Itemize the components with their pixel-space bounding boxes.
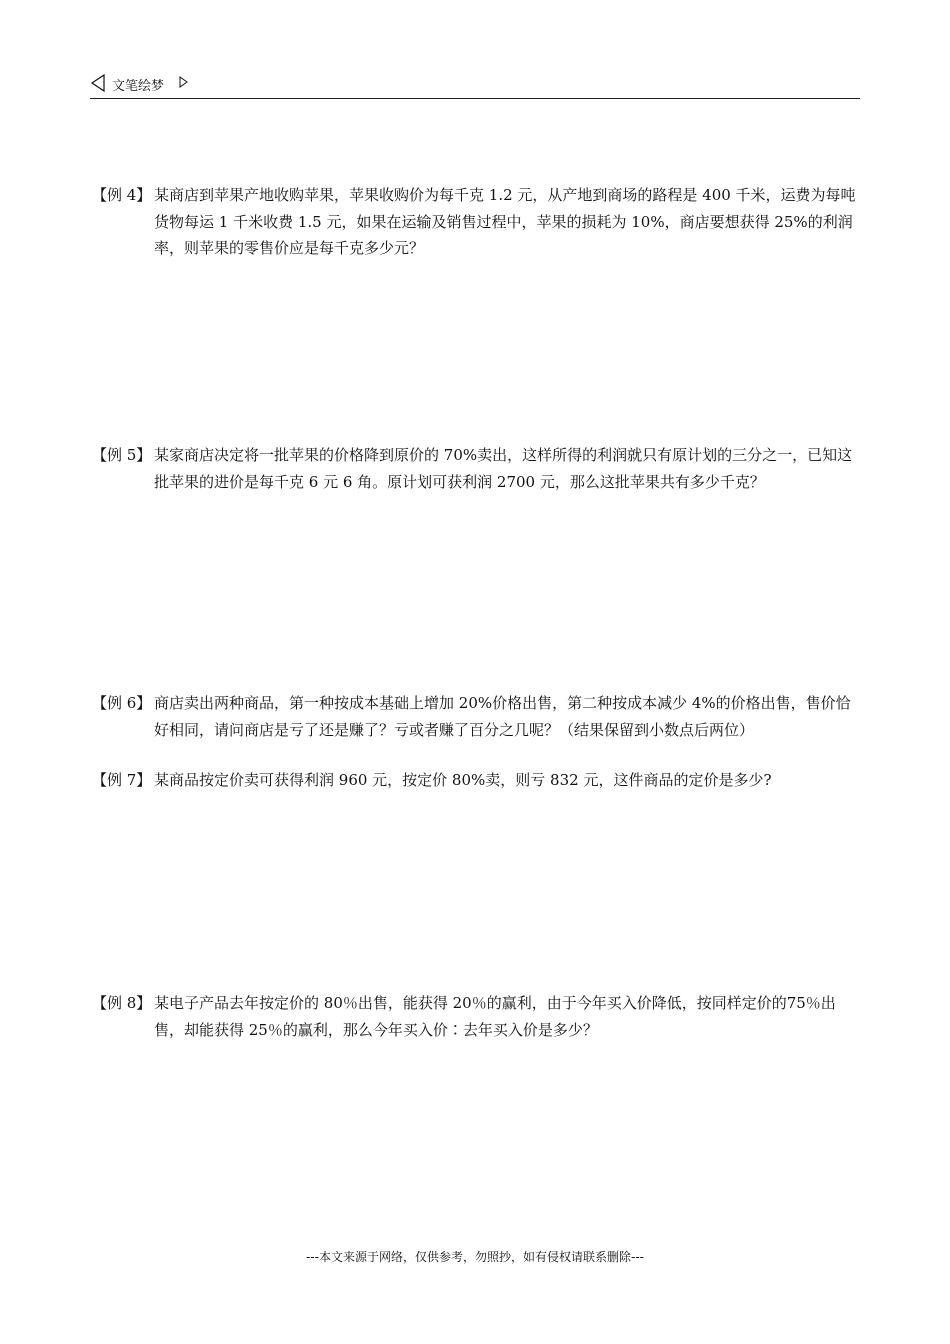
triangle-right-icon (178, 76, 188, 88)
example-4 (92, 182, 862, 262)
example-6 (92, 690, 862, 743)
example-tag: 【例 6】 (92, 694, 152, 712)
example-text: 某电子产品去年按定价的 80％出售，能获得 20％的赢利，由于今年买入价降低，按同样定价的75％出售，却能获得 25％的赢利，那么今年买入价∶去年买入价是多少？ (154, 994, 836, 1039)
page-header (90, 72, 860, 99)
example-text: 某家商店决定将一批苹果的价格降到原价的 70%卖出，这样所得的利润就只有原计划的三分之一，已知这批苹果的进价是每千克 6 元 6 角。原计划可获利润 2700 元，那么这批苹果共有多少千克？ (154, 446, 853, 491)
example-text: 商店卖出两种商品，第一种按成本基础上增加 20%价格出售，第二种按成本减少 4%的价格出售，售价恰好相同，请问商店是亏了还是赚了？亏或者赚了百分之几呢？（结果保留到小数点后两位） (154, 694, 851, 739)
footer-disclaimer: ---本文来源于网络，仅供参考，勿照抄，如有侵权请联系删除--- (306, 1250, 644, 1264)
example-text: 某商品按定价卖可获得利润 960 元，按定价 80%卖，则亏 832 元，这件商品的定价是多少? (154, 771, 772, 789)
example-tag: 【例 4】 (92, 186, 152, 204)
example-tag: 【例 7】 (92, 771, 152, 789)
triangle-left-icon (90, 74, 106, 92)
example-7 (92, 767, 862, 794)
example-tag: 【例 5】 (92, 446, 152, 464)
example-tag: 【例 8】 (92, 994, 152, 1012)
example-text: 某商店到苹果产地收购苹果，苹果收购价为每千克 1.2 元，从产地到商场的路程是 400 千米，运费为每吨货物每运 1 千米收费 1.5 元，如果在运输及销售过程中，苹果的损耗为 10%，商店要想获得 25%的利润率，则苹果的零售价应是每千克多少元？ (154, 186, 856, 257)
brand-label: 文笔绘梦 (112, 79, 165, 94)
example-8 (92, 990, 862, 1043)
example-5 (92, 442, 862, 495)
